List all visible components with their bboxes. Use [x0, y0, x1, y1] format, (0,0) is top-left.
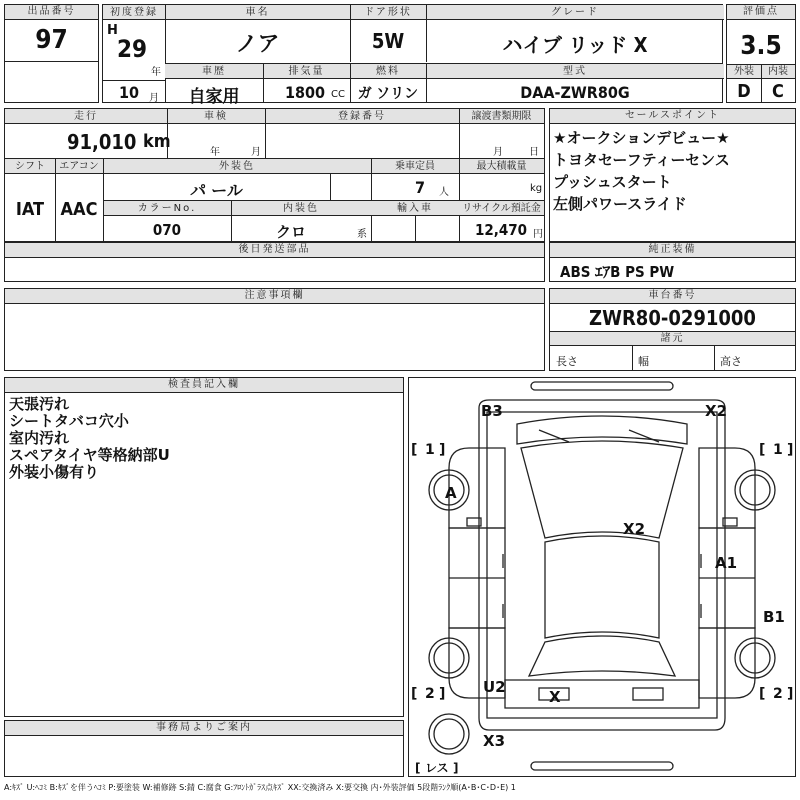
inspector-box [4, 377, 404, 717]
fuel: ガ ソリン [357, 86, 419, 102]
transfer-label: 譲渡書類期限 [471, 111, 532, 122]
damage-mark: A [445, 484, 457, 502]
interior-color: クロ [275, 223, 306, 241]
displacement-label: 排気量 [288, 66, 325, 77]
ac-label: エアコン [59, 161, 99, 172]
model: DAA-ZWR80G [520, 83, 630, 102]
mileage-label: 走行 [74, 111, 98, 122]
damage-mark: X [549, 688, 561, 706]
tire-depth-right-front: 1 [773, 442, 783, 458]
import-label: 輸入車 [397, 203, 433, 214]
door-type: 5W [371, 29, 405, 53]
sales-point: ★オークションデビュー★ [553, 129, 730, 147]
svg-text:[: [ [759, 442, 766, 458]
reg-no-label: 登録番号 [338, 111, 386, 122]
spec-label: 諸元 [660, 333, 685, 344]
svg-text:]: ] [787, 686, 794, 702]
inspector-note: 天張汚れ [9, 395, 70, 413]
later-parts-label: 後日発送部品 [5, 243, 544, 258]
sales-point: 左側パワースライド [553, 195, 687, 213]
lot-box [4, 4, 99, 103]
transfer-month-unit: 月 [493, 147, 503, 158]
load-label: 最大積載量 [476, 161, 527, 172]
transfer-day-unit: 日 [529, 147, 539, 158]
capacity-label: 乗車定員 [395, 161, 435, 172]
reg-month: 10 [119, 83, 140, 102]
mileage: 91,010 [67, 130, 137, 154]
ext-label: 外装 [734, 66, 754, 77]
car-diagram [409, 378, 795, 776]
displacement: 1800 [285, 83, 326, 102]
shift-label: シフト [15, 161, 45, 172]
grade: ハイブ リッド X [502, 33, 648, 57]
reg-year: 29 [117, 35, 148, 63]
damage-mark: B3 [481, 402, 503, 420]
door-label: ドア形状 [364, 7, 412, 18]
inspector-note: 外装小傷有り [9, 463, 100, 481]
svg-text:[: [ [411, 686, 418, 702]
svg-text:[: [ [415, 761, 421, 775]
model-label: 型式 [563, 66, 587, 77]
inspection-month-unit: 月 [251, 147, 261, 158]
first-reg-label: 初度登録 [110, 7, 158, 18]
inspector-note: シートタバコ穴小 [9, 412, 129, 430]
svg-text:]: ] [439, 686, 446, 702]
chassis-number: ZWR80-0291000 [589, 306, 756, 330]
shift: IAT [15, 199, 45, 220]
spare-tire: レス [425, 761, 449, 775]
sales-point: プッシュスタート [553, 173, 672, 191]
details-box [4, 108, 545, 242]
int-grade: C [772, 81, 784, 102]
score-label: 評価点 [727, 5, 795, 20]
legend: A:ｷｽﾞ U:ﾍｺﾐ B:ｷｽﾞを伴うﾍｺﾐ P:要塗装 W:補修跡 S:錆 C:腐食 G:ﾌﾛﾝﾄｶﾞﾗｽ点ｷｽﾞ XX:交換済み X:要交換 内･外装評価 5段階ﾗﾝｸ順(A･B･C･D･E) 1 [4, 783, 516, 792]
office-box [4, 720, 404, 777]
load-unit: kg [530, 183, 543, 194]
svg-text:]: ] [439, 442, 446, 458]
width-label: 幅 [638, 355, 649, 368]
inspector-note: スペアタイヤ等格納部U [9, 446, 170, 464]
ac: AAC [60, 199, 98, 220]
damage-mark: U2 [483, 678, 506, 696]
recycle-unit: 円 [533, 229, 543, 240]
int-color-label: 内装色 [283, 203, 319, 214]
later-parts-box [4, 242, 545, 282]
int-color-unit: 系 [357, 229, 367, 240]
inspector-notes [9, 396, 170, 481]
recycle-fee: 12,470 [475, 221, 528, 239]
history-label: 車歴 [202, 66, 226, 77]
color-label: 外装色 [219, 161, 255, 172]
reg-year-unit: 年 [151, 67, 161, 78]
office-label: 事務局よりご案内 [5, 721, 403, 736]
car-diagram-box [408, 377, 796, 777]
lot-number: 97 [35, 25, 68, 55]
sales-points-label: セールスポイント [550, 109, 795, 124]
damage-mark: B1 [763, 608, 785, 626]
inspector-label: 検査員記入欄 [5, 378, 403, 393]
int-label: 内装 [768, 66, 788, 77]
svg-text:]: ] [453, 761, 459, 775]
svg-text:]: ] [787, 442, 794, 458]
inspector-note: 室内汚れ [9, 429, 70, 447]
capacity-unit: 人 [439, 187, 449, 198]
chassis-label: 車台番号 [550, 289, 795, 304]
capacity: 7 [415, 178, 426, 197]
car-name-label: 車名 [245, 7, 270, 18]
sales-points-box [549, 108, 796, 242]
mileage-unit: km [143, 131, 171, 152]
lot-label: 出品番号 [5, 5, 98, 20]
score-box [726, 4, 796, 103]
sales-point: トヨタセーフティーセンス [553, 151, 730, 169]
notice-label: 注意事項欄 [5, 289, 544, 304]
color-no-label: カラーNo. [137, 203, 197, 214]
sales-points-list [553, 127, 730, 215]
equipment-label: 純正装備 [550, 243, 795, 258]
svg-text:[: [ [411, 442, 418, 458]
damage-mark: X2 [623, 520, 646, 538]
length-label: 長さ [556, 355, 578, 368]
svg-text:[: [ [759, 686, 766, 702]
exterior-color: パ ール [190, 181, 243, 200]
notice-box [4, 288, 545, 371]
tire-depth-left-rear: 2 [425, 686, 435, 702]
damage-mark: A1 [715, 554, 738, 572]
tire-depth-left-front: 1 [425, 442, 435, 458]
tire-depth-right-rear: 2 [773, 686, 783, 702]
history: 自家用 [188, 87, 240, 107]
color-no: 070 [152, 221, 182, 239]
car-name: ノア [235, 32, 280, 57]
chassis-box [549, 288, 796, 371]
score: 3.5 [740, 31, 782, 61]
height-label: 高さ [720, 355, 742, 368]
equipment: ABS ｴｱB PS PW [560, 263, 675, 281]
header-main [102, 4, 723, 107]
inspection-year-unit: 年 [210, 147, 220, 158]
ext-grade: D [737, 81, 751, 102]
era: H [107, 23, 118, 38]
inspection-label: 車検 [204, 111, 228, 122]
damage-mark: X3 [483, 732, 506, 750]
damage-mark: X2 [705, 402, 728, 420]
reg-month-unit: 月 [149, 93, 159, 104]
equipment-box [549, 242, 796, 282]
displacement-unit: CC [331, 89, 345, 100]
recycle-label: リサイクル預託金 [462, 203, 541, 214]
grade-label: グレード [551, 7, 599, 18]
fuel-label: 燃料 [376, 66, 400, 77]
